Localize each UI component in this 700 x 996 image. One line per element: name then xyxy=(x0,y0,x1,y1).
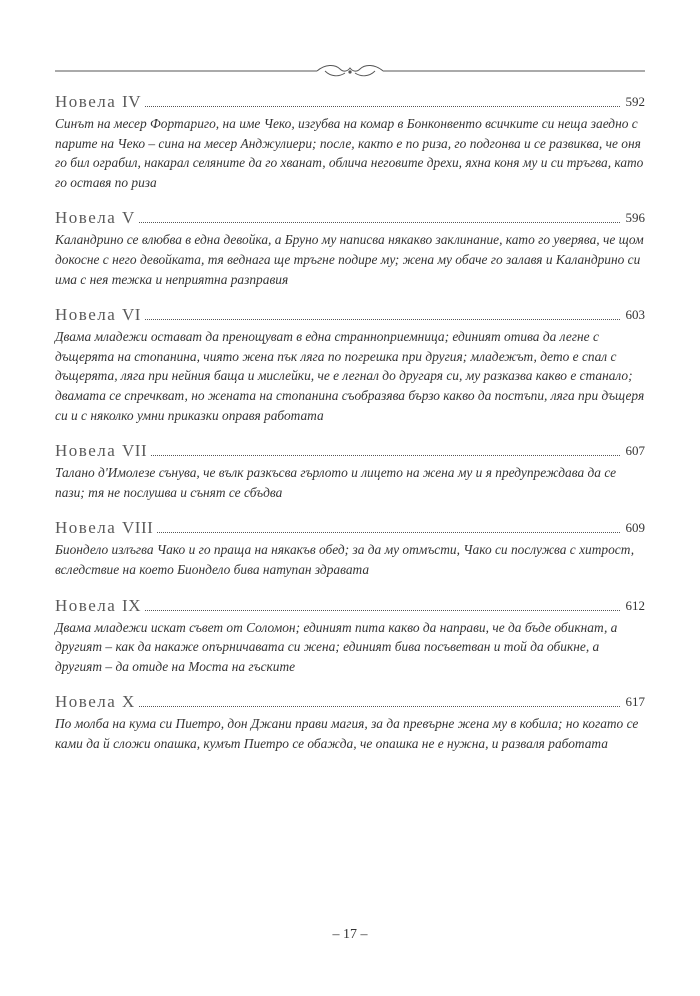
dot-leader xyxy=(139,705,620,707)
page-number: 609 xyxy=(625,520,645,536)
novella-summary: Биондело излъгва Чако и го праща на някакъв обед; за да му отмъсти, Чако си послужва с хитрост, вследствие на което Биондело бива натупан здравата xyxy=(55,542,635,577)
novella-summary: Каландрино се влюбва в една девойка, а Бруно му написва някакво заклинание, като го уверява, че щом докосне с него девойката, тя веднага ще тръгне подире му; жена му обаче го залавя и Каландрино си има с нея тежка и неприятна разправия xyxy=(55,232,644,287)
novella-summary: Двама младежи остават да пренощуват в една странноприемница; единият отива да легне с дъщерята на стопанина, чиято жена пък ляга по погрешка при другия; младежът, дето е спал с дъщерята, ляга при нейния баща и мислейки, че е легнал до другаря си, му разказва какво е станало; двамата се спречкват, но жената на стопанина съобразява бързо какво да постъпи, ляга при дъщеря си и с няколко умни приказки оправя работата xyxy=(55,329,645,423)
page-number: 617 xyxy=(625,694,645,710)
dot-leader xyxy=(157,531,619,533)
dot-leader xyxy=(145,318,620,320)
novella-title: Новела VIII xyxy=(55,518,154,538)
toc-entry-heading xyxy=(55,514,645,538)
toc-entry xyxy=(55,301,645,425)
novella-summary: По молба на кума си Пиетро, дон Джани прави магия, за да превърне жена му в кобила; но когато се ками да й сложи опашка, кумът Пиетро се обажда, че опашка не е нужна, и разваля работата xyxy=(55,716,639,751)
page-number: 592 xyxy=(625,94,645,109)
toc-entry-heading xyxy=(55,88,645,112)
toc-entry xyxy=(55,592,645,677)
toc-entry-heading xyxy=(55,204,645,228)
page-number: 603 xyxy=(625,307,645,323)
toc-entry-heading xyxy=(55,437,645,461)
dot-leader xyxy=(145,609,620,611)
toc-entry xyxy=(55,88,645,192)
page-number: 612 xyxy=(625,597,645,613)
table-of-contents xyxy=(55,88,645,765)
toc-entry xyxy=(55,514,645,579)
toc-entry-heading xyxy=(55,592,645,616)
dot-leader xyxy=(145,105,620,107)
toc-entry xyxy=(55,204,645,289)
novella-summary: Синът на месер Фортариго, на име Чеко, изгубва на комар в Бонконвенто всичките си неща заедно с парите на Чеко – сина на месер Анджулиери; после, както е по риза, го подгонва и се развиква, че оня го бил ограбил, накарал селяните да го хванат, облича неговите дрехи, яхна коня му и си тръгва, като го оставя по риза xyxy=(55,116,644,190)
flourish-ornament-icon xyxy=(55,60,645,82)
toc-entry-heading xyxy=(55,301,645,325)
novella-title: Новела X xyxy=(55,692,135,712)
novella-title: Новела VI xyxy=(55,305,141,325)
toc-entry-heading xyxy=(55,688,645,712)
page-number: 596 xyxy=(625,210,645,226)
header-ornament-rule xyxy=(55,60,645,82)
novella-title: Новела V xyxy=(55,208,135,228)
novella-title: Новела IX xyxy=(55,595,141,615)
novella-summary: Талано д'Имолезе сънува, че вълк разкъсва гърлото и лицето на жена му и я предупреждава да се пази; тя не послушва и сънят се сбъдва xyxy=(55,465,617,500)
novella-title: Новела IV xyxy=(55,92,141,111)
dot-leader xyxy=(139,221,620,223)
page-folio: – 17 – xyxy=(332,927,368,942)
novella-title: Новела VII xyxy=(55,441,148,461)
toc-entry xyxy=(55,437,645,502)
toc-entry xyxy=(55,688,645,753)
novella-summary: Двама младежи искат съвет от Соломон; единият пита какво да направи, че да бъде обикнат, а другият – как да накаже опърничавата си жена; единият бива посъветван и той да обикне, а другият – да отиде на Моста на гъските xyxy=(55,619,618,674)
page-number: 607 xyxy=(625,443,645,459)
dot-leader xyxy=(151,454,619,456)
